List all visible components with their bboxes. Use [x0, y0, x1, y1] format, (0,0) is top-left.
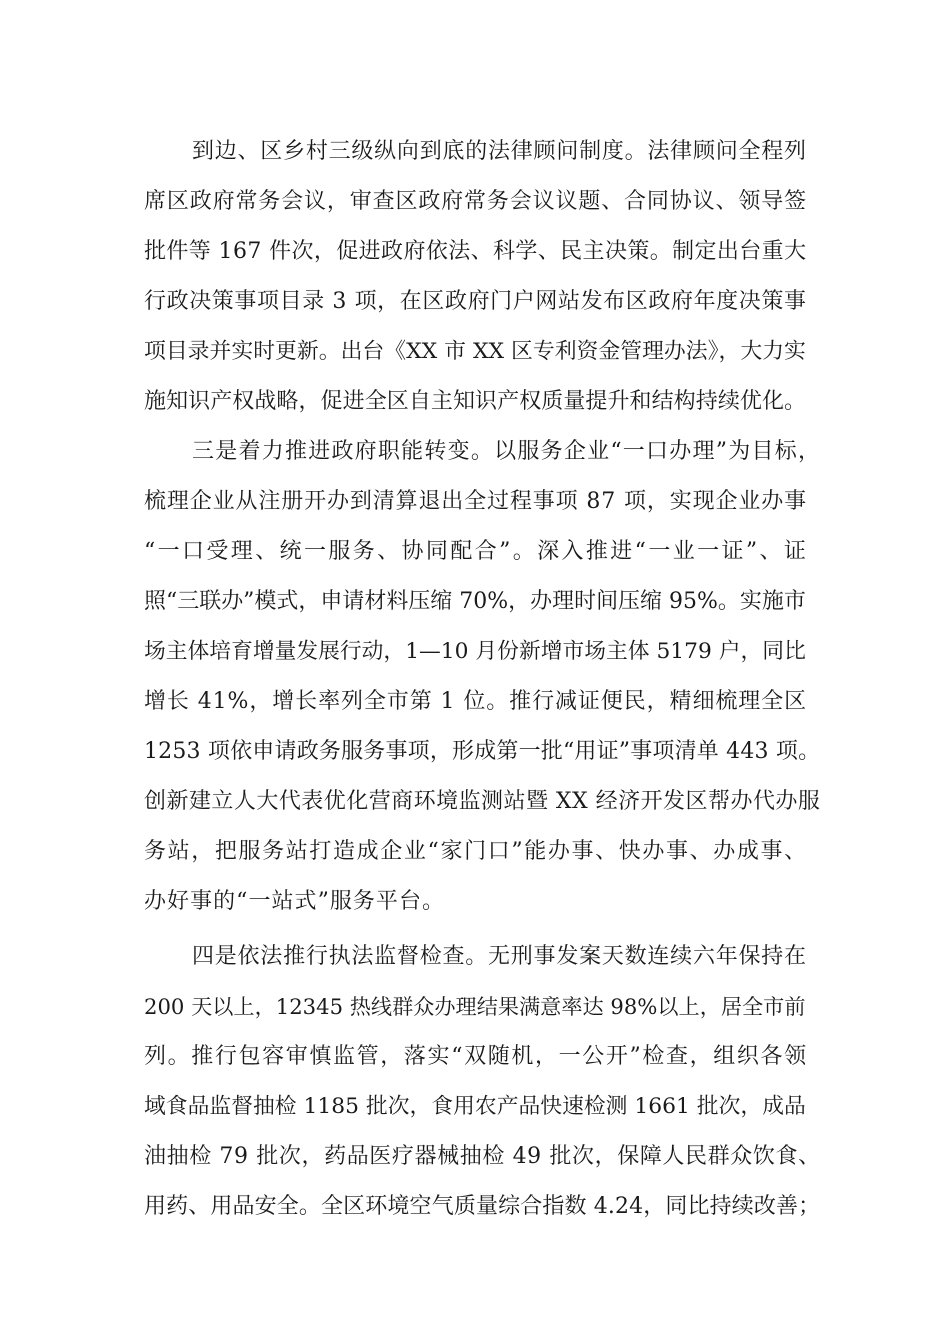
- text-line: 照“三联办”模式，申请材料压缩 70%，办理时间压缩 95%。实施市: [144, 589, 806, 614]
- text-line: 到边、区乡村三级纵向到底的法律顾问制度。法律顾问全程列: [192, 139, 807, 164]
- text-line: 行政决策事项目录 3 项，在区政府门户网站发布区政府年度决策事: [144, 289, 807, 314]
- text-line: 列。推行包容审慎监管，落实“双随机，一公开”检查，组织各领: [144, 1044, 808, 1069]
- text-line: 席区政府常务会议，审查区政府常务会议议题、合同协议、领导签: [144, 189, 807, 214]
- text-line: 用药、用品安全。全区环境空气质量综合指数 4.24，同比持续改善；: [144, 1194, 821, 1219]
- text-line: 增长 41%，增长率列全市第 1 位。推行减证便民，精细梳理全区: [144, 689, 807, 714]
- text-line: 油抽检 79 批次，药品医疗器械抽检 49 批次，保障人民群众饮食、: [144, 1144, 821, 1169]
- text-line: 域食品监督抽检 1185 批次，食用农产品快速检测 1661 批次，成品: [144, 1094, 806, 1119]
- text-line: 办好事的“一站式”服务平台。: [144, 889, 446, 914]
- text-line: 梳理企业从注册开办到清算退出全过程事项 87 项，实现企业办事: [144, 489, 807, 514]
- text-line: 200 天以上，12345 热线群众办理结果满意率达 98%以上，居全市前: [144, 994, 806, 1019]
- text-line: 四是依法推行执法监督检查。无刑事发案天数连续六年保持在: [192, 944, 807, 969]
- text-line: 三是着力推进政府职能转变。以服务企业“一口办理”为目标，: [192, 439, 822, 464]
- text-line: 项目录并实时更新。出台《XX 市 XX 区专利资金管理办法》，大力实: [144, 339, 806, 364]
- text-line: 务站，把服务站打造成企业“家门口”能办事、快办事、办成事、: [144, 839, 808, 864]
- text-line: “一口受理、统一服务、协同配合”。深入推进“一业一证”、证: [144, 539, 809, 564]
- text-line: 批件等 167 件次，促进政府依法、科学、民主决策。制定出台重大: [144, 239, 807, 264]
- text-line: 场主体培育增量发展行动，1—10 月份新增市场主体 5179 户，同比: [144, 639, 806, 664]
- text-line: 施知识产权战略，促进全区自主知识产权质量提升和结构持续优化。: [144, 389, 807, 414]
- text-line: 1253 项依申请政务服务事项，形成第一批“用证”事项清单 443 项。: [144, 739, 821, 764]
- text-line: 创新建立人大代表优化营商环境监测站暨 XX 经济开发区帮办代办服: [144, 789, 821, 814]
